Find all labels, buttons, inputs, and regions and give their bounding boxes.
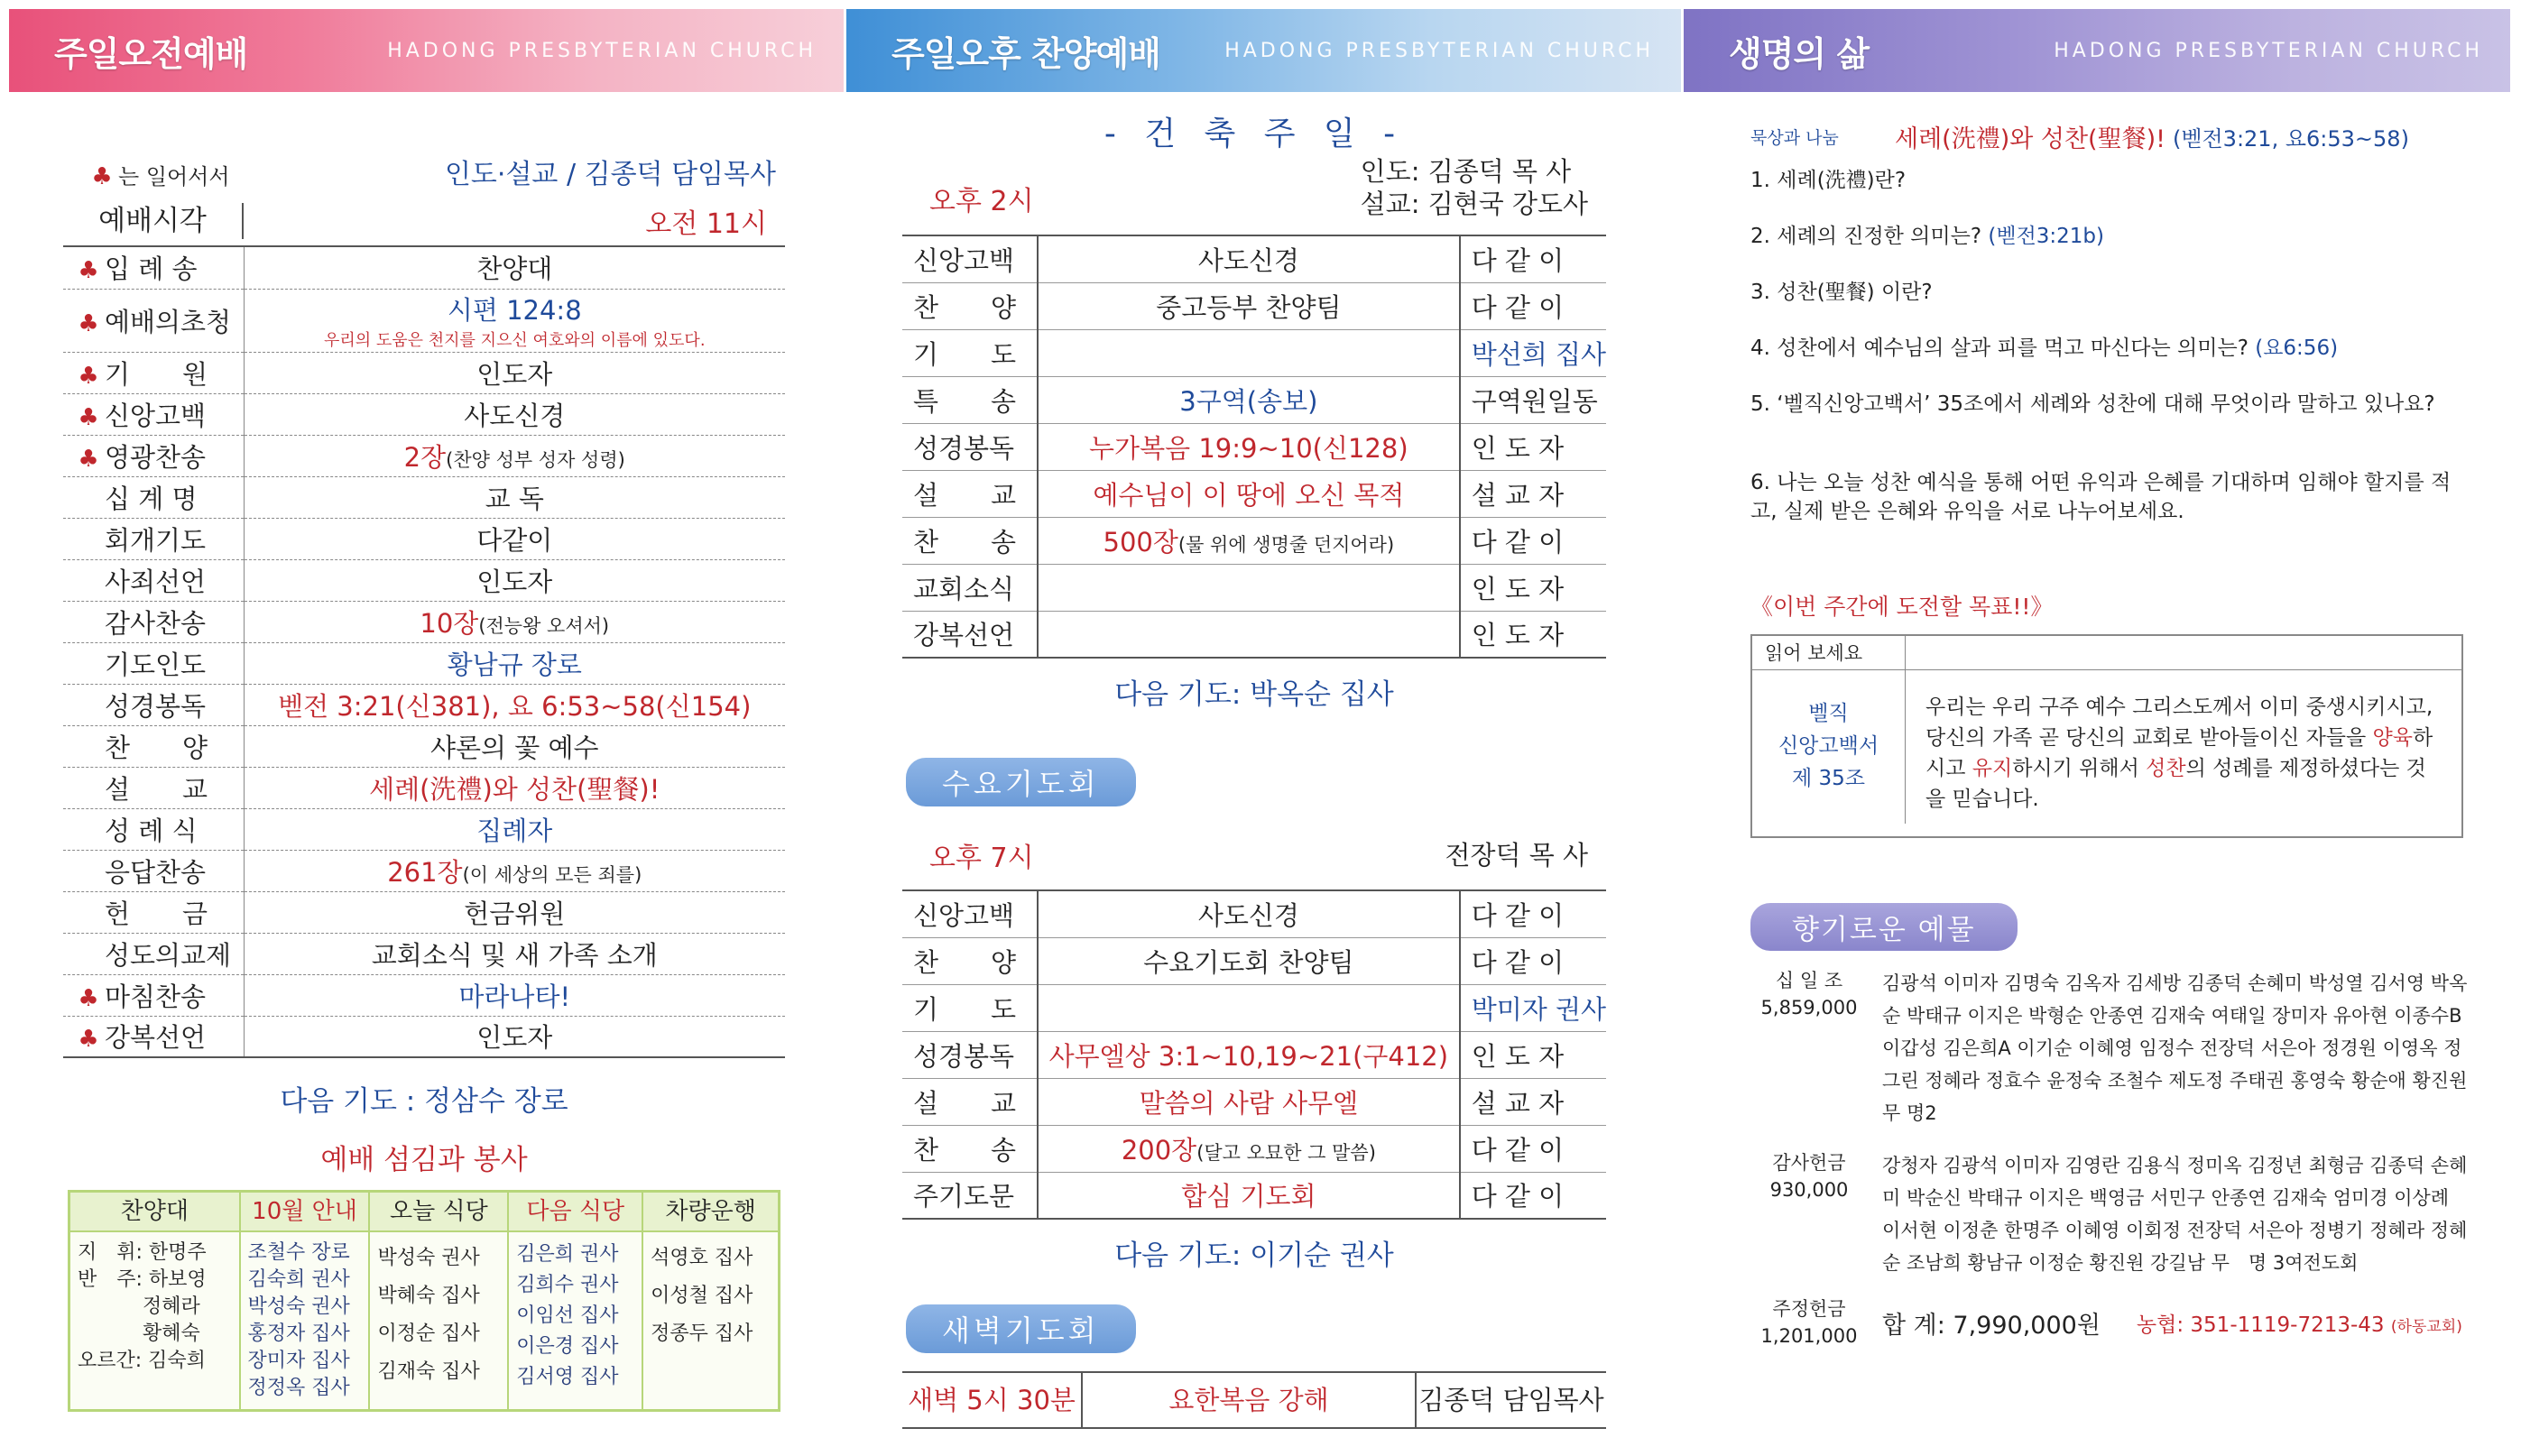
- order-row: ♣ 입 례 송 찬양대: [63, 247, 785, 289]
- order-row: 찬 양 수요기도회 찬양팀 다 같 이: [902, 937, 1606, 984]
- order-row: 성경봉독 사무엘상 3:1~10,19~21(구412) 인 도 자: [902, 1031, 1606, 1078]
- serve-header: 찬양대: [70, 1193, 241, 1230]
- club-icon: ♣: [78, 984, 99, 1012]
- order-row: 교회소식 인 도 자: [902, 564, 1606, 611]
- order-row: 헌 금 헌금위원: [63, 891, 785, 933]
- creed-text: 우리는 우리 구주 예수 그리스도께서 이미 중생시키시고, 당신의 가족 곧 당신의 교회로 받아들이신 자들을 양육하시고 유지하시기 위해서 성찬의 성례를 제정하셨다는 것을 믿습니다.: [1925, 696, 2433, 811]
- header-subtitle: HADONG PRESBYTERIAN CHURCH: [387, 39, 817, 62]
- club-icon: ♣: [78, 362, 99, 390]
- question-item: 5. ‘벨직신앙고백서’ 35조에서 세례와 성찬에 대해 무엇이라 말하고 있나요?: [1750, 392, 2435, 416]
- meditation-tag: 묵상과 나눔: [1750, 127, 1839, 148]
- order-row: 신앙고백 사도신경 다 같 이: [902, 890, 1606, 937]
- offering-total: 합 계: 7,990,000원: [1882, 1311, 2101, 1340]
- question-item: 6. 나는 오늘 성찬 예식을 통해 어떤 유익과 은혜를 기대하며 임해야 할지를 적고, 실제 받은 은혜와 유익을 서로 나누어보세요.: [1750, 471, 2452, 523]
- dawn-leader: 김종덕 담임목사: [1418, 1385, 1604, 1415]
- order-row: ♣ 강복선언 인도자: [63, 1016, 785, 1057]
- wednesday-leader: 전장덕 목 사: [1445, 840, 1588, 871]
- question-item: 2. 세례의 진정한 의미는? (벧전3:21b): [1750, 225, 2105, 248]
- choir-column: 지 휘: 한명주 반 주: 하보영 정혜라 황혜숙 오르간: 김숙희: [70, 1232, 241, 1409]
- morning-leader: 인도·설교 / 김종덕 담임목사: [444, 159, 776, 190]
- driving-column: 석영호 집사 이성철 집사 정종두 집사: [651, 1247, 753, 1345]
- afternoon-header-row: [902, 153, 1606, 235]
- club-icon: ♣: [91, 163, 113, 190]
- header-subtitle: HADONG PRESBYTERIAN CHURCH: [1224, 39, 1654, 62]
- club-icon: ♣: [78, 309, 99, 337]
- creed-box: [1750, 634, 2463, 838]
- meditation-ref: (벧전3:21, 요6:53~58): [2172, 125, 2409, 152]
- creed-top-row: [1752, 636, 2461, 670]
- serve-header: 차량운행: [665, 1198, 756, 1225]
- order-row: 찬 송 200장(달고 오묘한 그 말씀) 다 같 이: [902, 1125, 1606, 1172]
- order-row: 감사찬송 10장(전능왕 오셔서): [63, 601, 785, 642]
- order-row: ♣ 영광찬송 2장(찬양 성부 성자 성령): [63, 435, 785, 476]
- order-row: 사죄선언 인도자: [63, 559, 785, 601]
- bank-account: 농협: 351-1119-7213-43 (하동교회): [2136, 1313, 2462, 1337]
- order-row: 기 도 박미자 권사: [902, 984, 1606, 1031]
- serve-header-row: [70, 1193, 778, 1232]
- order-row: ♣ 신앙고백 사도신경: [63, 393, 785, 435]
- order-row: 성도의교제 교회소식 및 새 가족 소개: [63, 933, 785, 974]
- order-row: 기도인도 황남규 장로: [63, 642, 785, 684]
- order-row: 성 례 식 집례자: [63, 808, 785, 850]
- order-row: 설 교 말씀의 사람 사무엘 설 교 자: [902, 1078, 1606, 1125]
- challenge-title: 《이번 주간에 도전할 목표!!》: [1750, 594, 2054, 620]
- serve-header: 오늘 식당: [370, 1193, 509, 1230]
- dawn-time: 새벽 5시 30분: [902, 1371, 1083, 1429]
- order-row: 응답찬송 261장(이 세상의 모든 죄를): [63, 850, 785, 891]
- order-row: 기 도 박선희 집사: [902, 329, 1606, 376]
- next-kitchen-column: 김은희 권사 김희수 권사 이임선 집사 이은경 집사 김서영 집사: [509, 1232, 643, 1409]
- offering-group: 십 일 조 5,859,000 김광석 이미자 김명숙 김옥자 김세방 김종덕 손혜미 박성열 김서영 박옥순 박태규 이지은 박형순 안종연 김재숙 여태일 장미자 유아현 이종수B 이갑성 김은희A 이기순 이혜영 임정수 전장덕 서은아 정경원 이영옥 정그린 정혜라 정효수 윤정숙 조철수 제도정 주태권 홍영숙 황순애 황진원 무 명2: [1750, 967, 2472, 1129]
- creed-body: [1752, 670, 2461, 836]
- wednesday-order-table: [902, 889, 1606, 1220]
- order-row: 찬 송 500장(물 위에 생명줄 던지어라) 다 같 이: [902, 517, 1606, 564]
- offering-names: 강청자 김광석 이미자 김영란 김용식 정미옥 김정년 최형금 김종덕 손혜미 박순신 박태규 이지은 백영금 서민구 안종연 김재숙 엄미경 이상례 이서현 이정춘 한명주 이혜영 이회정 전장덕 서은아 정병기 정혜라 정혜순 조남희 황남규 이정순 황진원 강길남 무 명 3여전도회: [1882, 1155, 2468, 1274]
- offering-total-row: 주정헌금 1,201,000 합 계: 7,990,000원 농협: 351-1119-7213-43 (하동교회): [1760, 1298, 2462, 1347]
- wednesday-title: 수요기도회: [906, 758, 1136, 806]
- order-row: 성경봉독 벧전 3:21(신381), 요 6:53~58(신154): [63, 684, 785, 725]
- order-row: 찬 양 샤론의 꽃 예수: [63, 725, 785, 767]
- club-icon: ♣: [78, 445, 99, 473]
- read-label: 읽어 보세요: [1752, 636, 1906, 669]
- meditation-header: [1750, 114, 2472, 159]
- order-row: 설 교 예수님이 이 땅에 오신 목적 설 교 자: [902, 470, 1606, 517]
- order-row: 신앙고백 사도신경 다 같 이: [902, 235, 1606, 282]
- order-row: 특 송 3구역(송보) 구역원일동: [902, 376, 1606, 423]
- header-afternoon-service: [846, 9, 1681, 92]
- stand-note: ♣ 는 일어서서: [86, 159, 230, 190]
- morning-service-column: [63, 99, 785, 1412]
- club-icon: ♣: [78, 1026, 99, 1054]
- creed-name: 벨직 신앙고백서 제 35조: [1752, 670, 1906, 824]
- serve-table: [68, 1190, 780, 1412]
- club-icon: ♣: [78, 257, 99, 285]
- wednesday-time: 오후 7시: [929, 843, 1034, 874]
- order-row: 성경봉독 누가복음 19:9~10(신128) 인 도 자: [902, 423, 1606, 470]
- afternoon-order-table: [902, 235, 1606, 659]
- service-time-value: 오전 11시: [645, 208, 767, 240]
- afternoon-next-prayer: 다음 기도: 박옥순 집사: [1114, 678, 1394, 711]
- morning-header-row: [63, 143, 785, 197]
- offering-names: 김광석 이미자 김명숙 김옥자 김세방 김종덕 손혜미 박성열 김서영 박옥순 박태규 이지은 박형순 안종연 김재숙 여태일 장미자 유아현 이종수B 이갑성 김은희A 이기순 이혜영 임정수 전장덕 서은아 정경원 이영옥 정그린 정혜라 정효수 윤정숙 조철수 제도정 주태권 홍영숙 황순애 황진원 무 명2: [1882, 972, 2468, 1124]
- serve-header: 10월 안내: [241, 1193, 371, 1230]
- serve-body: [70, 1232, 778, 1409]
- header-title: 생명의 삶: [1729, 33, 1870, 74]
- afternoon-time: 오후 2시: [929, 186, 1034, 217]
- dawn-content: 요한복음 강해: [1083, 1371, 1417, 1429]
- order-row: ♣ 마침찬송 마라나타!: [63, 974, 785, 1016]
- dawn-row: [902, 1371, 1606, 1429]
- wednesday-next-prayer: 다음 기도: 이기순 권사: [1114, 1239, 1394, 1272]
- question-item: 1. 세례(洗禮)란?: [1750, 169, 1907, 192]
- order-row: 강복선언 인 도 자: [902, 611, 1606, 658]
- order-row: 설 교 세례(洗禮)와 성찬(聖餐)!: [63, 767, 785, 808]
- header-morning-service: [9, 9, 844, 92]
- order-row: 회개기도 다같이: [63, 518, 785, 559]
- serve-title: 예배 섬김과 봉사: [320, 1144, 528, 1176]
- order-row: ♣ 예배의초청 시편 124:8 우리의 도움은 천지를 지으신 여호와의 이름에 있도다.: [63, 289, 785, 352]
- week-title: - 건 축 주 일 -: [1104, 115, 1405, 152]
- header-title: 주일오후 찬양예배: [891, 33, 1160, 74]
- offering-group: 감사헌금 930,000 강청자 김광석 이미자 김영란 김용식 정미옥 김정년 최형금 김종덕 손혜미 박순신 박태규 이지은 백영금 서민구 안종연 김재숙 엄미경 이상례 이서현 이정춘 한명주 이혜영 이회정 전장덕 서은아 정병기 정혜라 정혜순 조남희 황남규 이정순 황진원 강길남 무 명 3여전도회: [1750, 1149, 2472, 1279]
- afternoon-leaders: 인도: 김종덕 목 사 설교: 김현국 강도사: [1360, 156, 1588, 219]
- dawn-title: 새벽기도회: [906, 1304, 1136, 1353]
- meditation-title: 세례(洗禮)와 성찬(聖餐)!: [1895, 124, 2165, 153]
- question-item: 4. 성찬에서 예수님의 살과 피를 먹고 마신다는 의미는? (요6:56): [1750, 336, 2339, 360]
- order-row: 십 계 명 교 독: [63, 476, 785, 518]
- order-row: 찬 양 중고등부 찬양팀 다 같 이: [902, 282, 1606, 329]
- service-time-label: 예배시각: [63, 203, 244, 239]
- header-subtitle: HADONG PRESBYTERIAN CHURCH: [2054, 39, 2483, 62]
- offering-title: 향기로운 예물: [1750, 903, 2018, 951]
- afternoon-service-column: [902, 99, 1606, 1429]
- serve-header: 다음 식당: [509, 1193, 643, 1230]
- guide-column: 조철수 장로 김숙희 권사 박성숙 권사 홍정자 집사 장미자 집사 정정옥 집사: [241, 1232, 371, 1409]
- service-time-row: [63, 197, 785, 247]
- club-icon: ♣: [78, 403, 99, 431]
- morning-next-prayer: 다음 기도 : 정삼수 장로: [280, 1085, 568, 1118]
- morning-order-table: [63, 247, 785, 1058]
- header-title: 주일오전예배: [54, 33, 248, 74]
- order-row: ♣ 기 원 인도자: [63, 352, 785, 393]
- header-life: [1684, 9, 2510, 92]
- today-kitchen-column: 박성숙 권사 박혜숙 집사 이정순 집사 김재숙 집사: [370, 1232, 509, 1409]
- order-row: 주기도문 합심 기도회 다 같 이: [902, 1172, 1606, 1219]
- life-column: [1750, 99, 2472, 1350]
- question-item: 3. 성찬(聖餐) 이란?: [1750, 281, 1933, 304]
- question-list: [1750, 166, 2472, 526]
- wednesday-header-row: [902, 817, 1606, 880]
